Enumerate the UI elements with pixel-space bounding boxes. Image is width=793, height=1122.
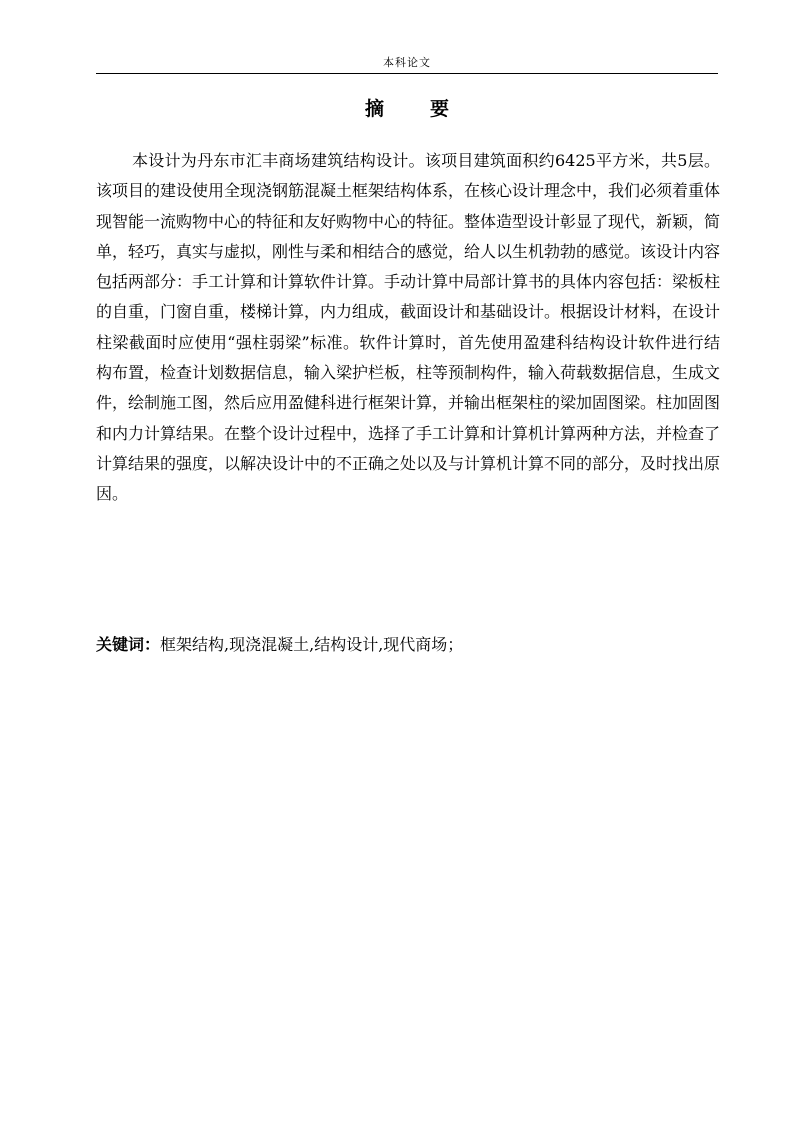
header-divider (96, 73, 718, 74)
abstract-title-char-2: 要 (430, 98, 450, 120)
keywords-list: 框架结构,现浇混凝土,结构设计,现代商场； (160, 635, 464, 654)
abstract-body: 本设计为丹东市汇丰商场建筑结构设计。该项目建筑面积约6425平方米，共5层。该项目的建设使用全现浇钢筋混凝土框架结构体系，在核心设计理念中，我们必须着重体现智能一流购物中心的特征和友好购物中心的特征。整体造型设计彰显了现代，新颖，简单，轻巧，真实与虚拟，刚性与柔和相结合的感觉，给人以生机勃勃的感觉。该设计内容包括两部分：手工计算和计算软件计算。手动计算中局部计算书的具体内容包括：梁板柱的自重，门窗自重，楼梯计算，内力组成，截面设计和基础设计。根据设计材料，在设计柱梁截面时应使用“强柱弱梁”标准。软件计算时，首先使用盈建科结构设计软件进行结构布置，检查计划数据信息，输入梁护栏板，柱等预制构件，输入荷载数据信息，生成文件，绘制施工图，然后应用盈健科进行框架计算，并输出框架柱的梁加固图梁。柱加固图和内力计算结果。在整个设计过程中，选择了手工计算和计算机计算两种方法，并检查了计算结果的强度，以解决设计中的不正确之处以及与计算机计算不同的部分，及时找出原因。 (96, 151, 721, 504)
keywords-line (96, 632, 720, 658)
keywords-label: 关键词： (96, 635, 161, 654)
abstract-title-char-1: 摘 (364, 98, 384, 120)
running-header: 本科论文 (383, 56, 431, 69)
abstract-title (96, 96, 718, 122)
